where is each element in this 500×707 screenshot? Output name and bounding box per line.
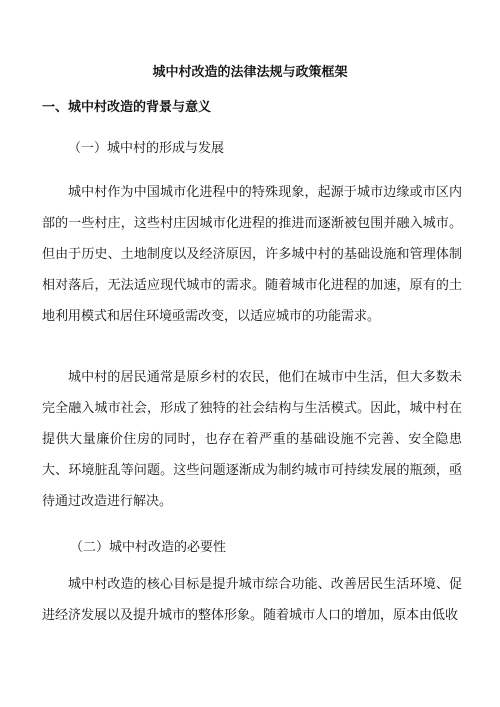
- paragraph-necessity: 城中村改造的核心目标是提升城市综合功能、改善居民生活环境、促进经济发展以及提升城市的整体形象。随着城市人口的增加，原本由低收: [42, 577, 462, 623]
- paragraph-formation: 城中村作为中国城市化进程中的特殊现象，起源于城市边缘或市区内部的一些村庄，这些村庄因城市化进程的推进而逐渐被包围并融入城市。但由于历史、土地制度以及经济原因，许多城中村的基础设施和管理体制相对落后，无法适应现代城市的需求。随着城市化进程的加速，原有的土地利用模式和居住环境亟需改变，以适应城市的功能需求。: [42, 185, 462, 324]
- subsection-heading-formation: （一）城中村的形成与发展: [68, 141, 225, 156]
- subsection-heading-necessity: （二）城中村改造的必要性: [70, 540, 227, 555]
- section-heading-background: 一、城中村改造的背景与意义: [42, 100, 212, 115]
- document-title: 城中村改造的法律法规与政策框架: [152, 65, 348, 80]
- paragraph-residents: 城中村的居民通常是原乡村的农民，他们在城市中生活，但大多数未完全融入城市社会，形成了独特的社会结构与生活模式。因此，城中村在提供大量廉价住房的同时，也存在着严重的基础设施不完善、安全隐患大、环境脏乱等问题。这些问题逐渐成为制约城市可持续发展的瓶颈，亟待通过改造进行解决。: [42, 370, 462, 509]
